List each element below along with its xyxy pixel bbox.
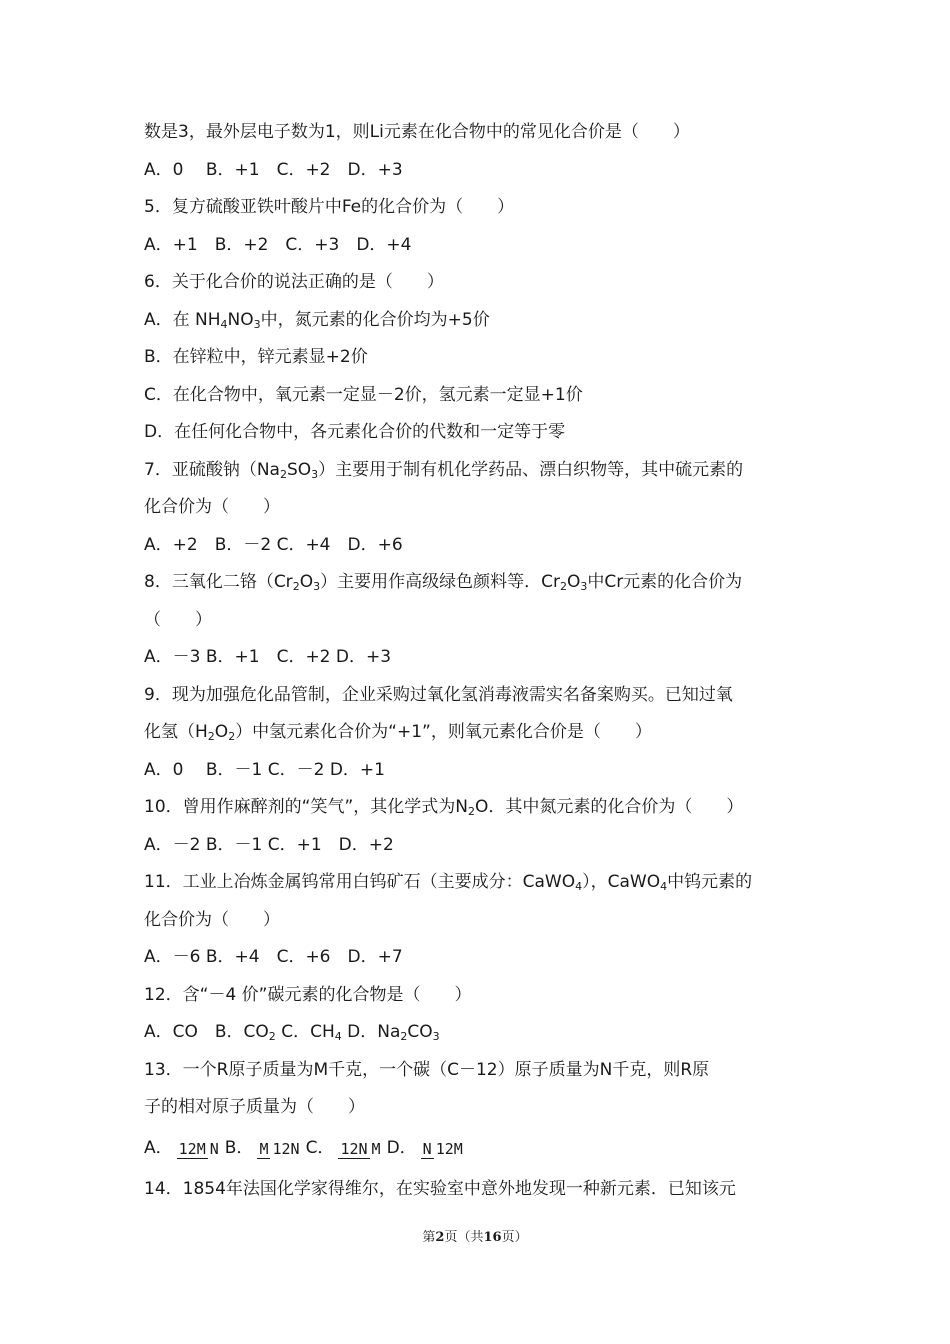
line-text: D．Na <box>341 1022 401 1042</box>
line-text: CO <box>407 1022 433 1042</box>
subscript: 3 <box>253 317 261 331</box>
denominator: N <box>209 1139 219 1158</box>
line-text: A．－2 B．－1 C．+1 D．+2 <box>144 834 394 855</box>
text-line <box>144 939 814 977</box>
line-text: A．在 NH <box>144 309 221 330</box>
fraction-c <box>338 1140 382 1158</box>
question-list <box>144 114 814 1208</box>
line-text: 14．1854年法国化学家得维尔，在实验室中意外地发现一种新元素．已知该元 <box>144 1178 736 1199</box>
text-line <box>144 489 814 527</box>
fraction-options <box>144 1127 814 1171</box>
subscript: 3 <box>311 467 319 481</box>
text-line <box>144 977 814 1015</box>
denominator: 12N <box>272 1139 300 1158</box>
text-line <box>144 789 814 827</box>
subscript: 2 <box>467 805 475 818</box>
line-text: 中Cr元素的化合价为 <box>587 572 743 592</box>
line-text: O <box>214 722 229 742</box>
text-line <box>144 527 814 565</box>
line-text: 10．曾用作麻醉剂的“笑气”，其化学式为N <box>144 797 468 817</box>
subscript: 3 <box>432 1030 440 1043</box>
footer-prefix: 第 <box>422 1230 436 1245</box>
line-text: 5．复方硫酸亚铁叶酸片中Fe的化合价为（ ） <box>144 197 515 217</box>
subscript: 4 <box>575 880 583 893</box>
line-text: 化合价为（ ） <box>144 909 280 930</box>
footer-middle: 页（共 <box>444 1230 484 1245</box>
line-text: O <box>566 572 581 592</box>
line-text: ），CaWO <box>582 872 661 892</box>
text-line <box>144 864 814 902</box>
line-text: D．在任何化合物中，各元素化合价的代数和一定等于零 <box>144 422 566 442</box>
line-text: 子的相对原子质量为（ ） <box>144 1097 365 1117</box>
line-text: NO <box>227 309 254 330</box>
text-line <box>144 264 814 302</box>
subscript: 2 <box>207 730 215 743</box>
line-text: A．CO B．CO <box>144 1022 269 1042</box>
text-line <box>144 302 814 340</box>
text-line <box>144 902 814 940</box>
line-text: C．CH <box>275 1022 335 1042</box>
option-label-d: D． <box>386 1137 417 1158</box>
numerator: M <box>259 1139 269 1158</box>
text-line <box>144 677 814 715</box>
text-line <box>144 827 814 865</box>
text-line <box>144 114 814 152</box>
text-line <box>144 189 814 227</box>
text-line <box>144 1171 814 1209</box>
text-line <box>144 152 814 190</box>
fraction-b <box>257 1140 301 1158</box>
text-line <box>144 452 814 490</box>
option-label-b: B． <box>224 1137 254 1158</box>
line-text: 12．含“－4 价”碳元素的化合物是（ ） <box>144 984 472 1005</box>
line-text: （ ） <box>144 609 212 630</box>
line-text: SO <box>286 459 312 480</box>
line-text: A．0 B．－1 C．－2 D．+1 <box>144 759 385 780</box>
text-line <box>144 1052 814 1090</box>
line-text: 中钨元素的 <box>667 872 753 892</box>
numerator: N <box>422 1139 432 1158</box>
line-text: 数是3，最外层电子数为1，则Li元素在化合物中的常见化合价是（ ） <box>144 122 690 142</box>
line-text: ）中氢元素化合价为“+1”，则氧元素化合价是（ ） <box>235 722 652 742</box>
footer-suffix: 页） <box>501 1230 528 1245</box>
fraction-d <box>421 1140 465 1158</box>
text-line <box>144 564 814 602</box>
line-text: O．其中氮元素的化合价为（ ） <box>474 797 744 817</box>
subscript: 4 <box>220 317 228 331</box>
text-line <box>144 414 814 452</box>
line-text: A．－6 B．+4 C．+6 D．+7 <box>144 947 403 967</box>
line-text: ）主要用于制有机化学药品、漂白织物等，其中硫元素的 <box>318 459 744 480</box>
subscript: 2 <box>292 580 300 593</box>
line-text: A．0 B．+1 C．+2 D．+3 <box>144 159 403 180</box>
subscript: 3 <box>580 580 588 593</box>
option-label-c: C． <box>305 1137 335 1158</box>
denominator: 12M <box>435 1139 463 1158</box>
text-line <box>144 377 814 415</box>
page-footer <box>0 1226 950 1245</box>
line-text: A．+2 B．－2 C．+4 D．+6 <box>144 534 403 555</box>
text-line <box>144 752 814 790</box>
numerator: 12N <box>340 1139 368 1158</box>
option-label-a: A． <box>144 1137 173 1158</box>
line-text: A．－3 B．+1 C．+2 D．+3 <box>144 647 392 667</box>
subscript: 2 <box>279 467 287 481</box>
line-text: A．+1 B．+2 C．+3 D．+4 <box>144 234 412 255</box>
text-line <box>144 639 814 677</box>
numerator: 12M <box>178 1139 206 1158</box>
subscript: 2 <box>400 1030 408 1043</box>
line-text: 化氢（H <box>144 722 208 742</box>
subscript: 2 <box>228 730 236 743</box>
text-line <box>144 602 814 640</box>
footer-page-number: 2 <box>435 1230 445 1245</box>
line-text: O <box>299 572 314 592</box>
text-line <box>144 714 814 752</box>
text-line <box>144 1014 814 1052</box>
subscript: 2 <box>559 580 567 593</box>
line-text: 13．一个R原子质量为M千克，一个碳（C－12）原子质量为N千克，则R原 <box>144 1059 710 1080</box>
subscript: 2 <box>268 1030 276 1043</box>
footer-total-pages: 16 <box>483 1230 502 1245</box>
line-text: 化合价为（ ） <box>144 497 280 517</box>
subscript: 4 <box>334 1030 342 1043</box>
line-text: 9．现为加强危化品管制，企业采购过氧化氢消毒液需实名备案购买。已知过氧 <box>144 684 733 705</box>
line-text: C．在化合物中，氧元素一定显－2价，氢元素一定显+1价 <box>144 384 583 405</box>
line-text: 7．亚硫酸钠（Na <box>144 459 280 480</box>
text-line <box>144 227 814 265</box>
line-text: 11．工业上冶炼金属钨常用白钨矿石（主要成分：CaWO <box>144 872 576 892</box>
subscript: 4 <box>660 880 668 893</box>
fraction-a <box>177 1140 221 1158</box>
subscript: 3 <box>313 580 321 593</box>
denominator: M <box>371 1139 381 1158</box>
line-text: ）主要用作高级绿色颜料等．Cr <box>320 572 560 592</box>
line-text: B．在锌粒中，锌元素显+2价 <box>144 347 368 367</box>
line-text: 8．三氧化二铬（Cr <box>144 572 293 592</box>
text-line <box>144 339 814 377</box>
text-line <box>144 1089 814 1127</box>
line-text: 6．关于化合价的说法正确的是（ ） <box>144 272 444 292</box>
line-text: 中，氮元素的化合价均为+5价 <box>260 309 490 330</box>
